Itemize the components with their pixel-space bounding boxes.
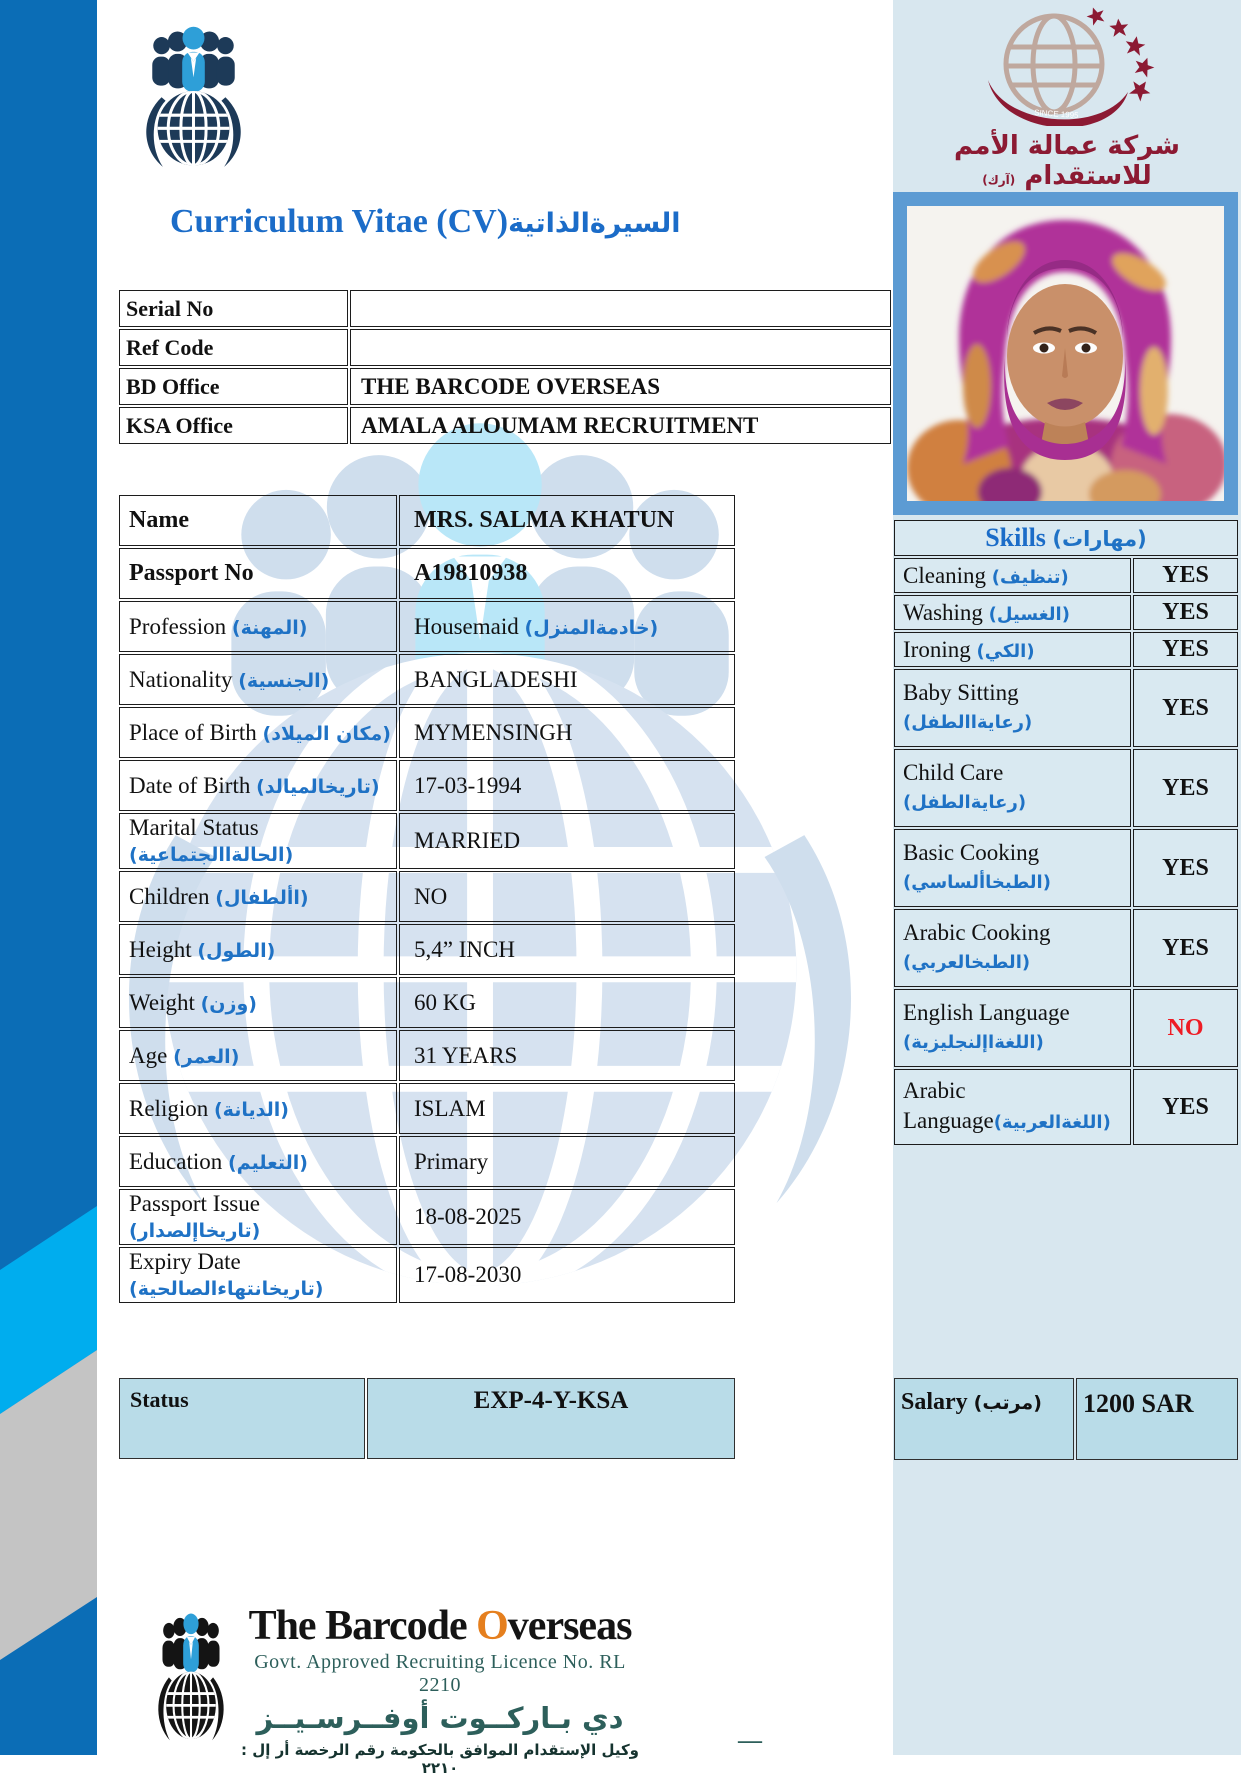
table-row bbox=[894, 1378, 1238, 1460]
skill-label bbox=[894, 1069, 1131, 1145]
label-arabic: (وزن) bbox=[200, 992, 257, 1015]
table-row bbox=[119, 707, 735, 758]
row-value: THE BARCODE OVERSEAS bbox=[350, 368, 891, 405]
value-text: 17-03-1994 bbox=[414, 772, 522, 798]
row-value: AMALA ALOUMAM RECRUITMENT bbox=[350, 407, 891, 444]
row-label bbox=[119, 601, 397, 652]
footer-arabic-agent-text: وكيل الإستقدام الموافق بالحكومة رقم الرخصة أر إل : ٢٢١٠ bbox=[241, 1741, 639, 1777]
label-arabic: (األطفال) bbox=[215, 886, 309, 909]
label-english: Education bbox=[129, 1148, 228, 1174]
label-english: Marital Status bbox=[129, 815, 259, 840]
salary-label-english: Salary bbox=[901, 1389, 968, 1415]
skill-label bbox=[894, 989, 1131, 1067]
skill-value bbox=[1133, 909, 1238, 987]
table-row bbox=[894, 558, 1238, 593]
value-text: NO bbox=[414, 883, 448, 909]
skill-value bbox=[1133, 989, 1238, 1067]
footer-brand-block bbox=[240, 1603, 640, 1777]
row-label: Ref Code bbox=[119, 329, 348, 366]
label-arabic: (الحالةاالجتماعية) bbox=[129, 844, 294, 866]
value-text: MARRIED bbox=[414, 828, 521, 853]
salary-label bbox=[894, 1378, 1074, 1460]
label-english: Date of Birth bbox=[129, 772, 257, 798]
skill-value bbox=[1133, 558, 1238, 593]
row-value bbox=[399, 707, 735, 758]
label-english: Age bbox=[129, 1042, 174, 1068]
row-value bbox=[350, 290, 891, 327]
value-arabic: (خادمةالمنزل) bbox=[524, 616, 659, 639]
table-row bbox=[119, 760, 735, 811]
skill-label-arabic: (رعايةالطفل) bbox=[903, 792, 1027, 813]
footer-people-globe-logo-icon bbox=[145, 1612, 237, 1744]
skill-value bbox=[1133, 1069, 1238, 1145]
row-label: BD Office bbox=[119, 368, 348, 405]
table-row bbox=[119, 654, 735, 705]
row-value bbox=[399, 1083, 735, 1134]
table-row bbox=[894, 632, 1238, 667]
row-value bbox=[399, 871, 735, 922]
label-english: Height bbox=[129, 936, 198, 962]
value-text: Primary bbox=[414, 1148, 489, 1174]
skill-label-arabic: (الطبخاألساسي) bbox=[903, 872, 1051, 893]
status-value: EXP-4-Y-KSA bbox=[367, 1378, 735, 1459]
skill-value-text: YES bbox=[1162, 1093, 1209, 1120]
row-value bbox=[399, 924, 735, 975]
footer-licence-text: Govt. Approved Recruiting Licence No. RL 2210 bbox=[254, 1651, 626, 1696]
value-text: 31 YEARS bbox=[414, 1042, 518, 1068]
skills-table bbox=[892, 518, 1240, 1147]
skill-label-english: Arabic bbox=[903, 1078, 966, 1103]
value-text: A19810938 bbox=[414, 560, 528, 586]
table-row bbox=[119, 548, 735, 599]
skills-header-row bbox=[894, 520, 1238, 556]
company-people-globe-logo-icon bbox=[127, 25, 260, 171]
label-english: Name bbox=[129, 507, 189, 533]
row-value bbox=[350, 329, 891, 366]
serial-table bbox=[117, 288, 893, 446]
skill-label-arabic: (الكي) bbox=[976, 640, 1035, 662]
row-label bbox=[119, 1189, 397, 1245]
row-value bbox=[399, 813, 735, 869]
table-row bbox=[894, 909, 1238, 987]
skills-title-arabic: (مهارات) bbox=[1052, 527, 1147, 551]
personal-details-table bbox=[117, 493, 737, 1305]
page-dash-mark: — bbox=[738, 1728, 762, 1754]
skill-label bbox=[894, 669, 1131, 747]
page-title bbox=[170, 203, 680, 241]
row-value bbox=[399, 495, 735, 546]
row-value bbox=[399, 601, 735, 652]
row-value bbox=[399, 1189, 735, 1245]
skill-label-arabic: (رعايةاالطفل) bbox=[903, 712, 1033, 733]
left-ribbon bbox=[0, 0, 97, 1755]
label-english: Profession bbox=[129, 613, 232, 639]
row-value bbox=[399, 654, 735, 705]
row-value bbox=[399, 760, 735, 811]
value-text: ISLAM bbox=[414, 1095, 486, 1121]
skill-label bbox=[894, 909, 1131, 987]
value-text: MYMENSINGH bbox=[414, 719, 573, 745]
skill-value-text: YES bbox=[1162, 854, 1209, 881]
skill-value bbox=[1133, 749, 1238, 827]
aarc-logo-block bbox=[893, 0, 1241, 212]
skill-label-english: Arabic Cooking bbox=[903, 920, 1051, 945]
skill-label-line2 bbox=[903, 1106, 1129, 1138]
salary-table bbox=[892, 1376, 1240, 1462]
skill-label bbox=[894, 632, 1131, 667]
skill-value-text: NO bbox=[1167, 1014, 1204, 1041]
table-row bbox=[119, 407, 891, 444]
skill-label-english: Language bbox=[903, 1108, 994, 1133]
skills-title-english: Skills bbox=[985, 523, 1046, 552]
table-row bbox=[119, 1083, 735, 1134]
skill-value bbox=[1133, 829, 1238, 907]
aarc-since-text: SINCE 1995 bbox=[1033, 108, 1079, 121]
skill-value-text: YES bbox=[1162, 636, 1209, 662]
row-label bbox=[119, 1136, 397, 1187]
salary-value: 1200 SAR bbox=[1076, 1378, 1238, 1460]
skill-value bbox=[1133, 669, 1238, 747]
skill-value-text: YES bbox=[1162, 599, 1209, 625]
page-title-english: Curriculum Vitae (CV) bbox=[170, 203, 509, 240]
label-arabic: (تاريخانتهاءالصالحية) bbox=[129, 1278, 324, 1300]
table-row bbox=[119, 977, 735, 1028]
table-row bbox=[119, 1030, 735, 1081]
table-row bbox=[894, 669, 1238, 747]
label-english: Weight bbox=[129, 989, 201, 1015]
skill-label-arabic: (تنظيف) bbox=[991, 566, 1069, 588]
skills-header bbox=[894, 520, 1238, 556]
row-label bbox=[119, 813, 397, 869]
row-label bbox=[119, 707, 397, 758]
table-row bbox=[894, 749, 1238, 827]
label-arabic: (الطول) bbox=[197, 939, 276, 962]
skill-label-english: Child Care bbox=[903, 760, 1004, 785]
table-row bbox=[119, 601, 735, 652]
table-row bbox=[119, 495, 735, 546]
label-arabic: (الديانة) bbox=[213, 1098, 289, 1121]
applicant-portrait-icon bbox=[907, 206, 1224, 501]
label-arabic: (التعليم) bbox=[228, 1151, 308, 1174]
row-value bbox=[399, 1247, 735, 1303]
skill-label-english: Ironing bbox=[903, 636, 977, 662]
skill-value bbox=[1133, 632, 1238, 667]
skill-label bbox=[894, 749, 1131, 827]
table-row bbox=[894, 829, 1238, 907]
brand-orange-o: O bbox=[476, 1603, 508, 1649]
status-label: Status bbox=[119, 1378, 365, 1459]
value-text: 5,4” INCH bbox=[414, 936, 515, 962]
row-label bbox=[119, 1030, 397, 1081]
status-table bbox=[117, 1376, 737, 1461]
skill-label-english: Washing bbox=[903, 599, 989, 625]
table-row bbox=[119, 813, 735, 869]
row-value bbox=[399, 1030, 735, 1081]
skill-label-english: Basic Cooking bbox=[903, 840, 1040, 865]
label-english: Place of Birth bbox=[129, 719, 263, 745]
table-row bbox=[119, 871, 735, 922]
row-label: Serial No bbox=[119, 290, 348, 327]
table-row bbox=[894, 989, 1238, 1067]
label-arabic: (الجنسية) bbox=[238, 669, 330, 692]
salary-label-arabic: (مرتب) bbox=[973, 1392, 1042, 1414]
row-label bbox=[119, 548, 397, 599]
value-text: 60 KG bbox=[414, 989, 476, 1015]
row-label bbox=[119, 977, 397, 1028]
value-text: MRS. SALMA KHATUN bbox=[414, 507, 675, 533]
label-arabic: (تاريخالميالد) bbox=[256, 775, 380, 798]
table-row bbox=[119, 1378, 735, 1459]
label-english: Nationality bbox=[129, 666, 239, 692]
skill-label bbox=[894, 558, 1131, 593]
row-value bbox=[399, 977, 735, 1028]
skill-label-arabic: (الغسيل) bbox=[988, 603, 1070, 625]
skill-value-text: YES bbox=[1162, 562, 1209, 588]
row-label bbox=[119, 924, 397, 975]
row-label bbox=[119, 1247, 397, 1303]
skill-value-text: YES bbox=[1162, 694, 1209, 721]
value-text: 18-08-2025 bbox=[414, 1204, 522, 1229]
value-text: 17-08-2030 bbox=[414, 1262, 522, 1287]
left-ribbon-gray-stripe bbox=[0, 0, 97, 1755]
table-row bbox=[119, 368, 891, 405]
row-label bbox=[119, 654, 397, 705]
skill-label-arabic: (اللغةاإلنجليزية) bbox=[903, 1032, 1044, 1053]
skill-label-english: English Language bbox=[903, 1000, 1070, 1025]
aarc-globe-stars-icon bbox=[972, 4, 1162, 126]
row-value bbox=[399, 548, 735, 599]
table-row bbox=[119, 329, 891, 366]
table-row bbox=[894, 1069, 1238, 1145]
footer-brand-name: The Barcode Overseas bbox=[248, 1603, 632, 1649]
skill-value-text: YES bbox=[1162, 774, 1209, 801]
label-english: Passport No bbox=[129, 560, 254, 586]
skill-label-english: Cleaning bbox=[903, 562, 992, 588]
row-label: KSA Office bbox=[119, 407, 348, 444]
skill-label bbox=[894, 595, 1131, 630]
skill-label bbox=[894, 829, 1131, 907]
label-english: Passport Issue bbox=[129, 1191, 260, 1216]
label-arabic: (تاريخاإلصدار) bbox=[129, 1220, 261, 1242]
skill-label-arabic: (الطبخالعربي) bbox=[903, 952, 1031, 973]
label-arabic: (المهنة) bbox=[231, 616, 308, 639]
label-arabic: (العمر) bbox=[173, 1045, 240, 1068]
label-english: Expiry Date bbox=[129, 1249, 241, 1274]
aarc-company-name-arabic: شركة عمالة الأمم للاستقدام (آرك) bbox=[954, 131, 1180, 191]
skill-label-arabic: (اللغةالعربية) bbox=[993, 1112, 1111, 1133]
skill-value-text: YES bbox=[1162, 934, 1209, 961]
row-label bbox=[119, 871, 397, 922]
label-english: Children bbox=[129, 883, 216, 909]
table-row bbox=[119, 924, 735, 975]
table-row bbox=[119, 1247, 735, 1303]
footer-arabic-name: دي بـاركــوت أوفــرسـيــز bbox=[256, 1701, 624, 1735]
value-text: Housemaid bbox=[414, 613, 525, 639]
table-row bbox=[119, 290, 891, 327]
row-value bbox=[399, 1136, 735, 1187]
skill-label-english: Baby Sitting bbox=[903, 680, 1019, 705]
table-row bbox=[894, 595, 1238, 630]
row-label bbox=[119, 495, 397, 546]
applicant-photo bbox=[893, 192, 1238, 515]
page-title-arabic: السيرةالذاتية bbox=[508, 208, 681, 239]
label-arabic: (مكان الميلاد) bbox=[262, 722, 391, 745]
row-label bbox=[119, 1083, 397, 1134]
value-text: BANGLADESHI bbox=[414, 666, 578, 692]
row-label bbox=[119, 760, 397, 811]
table-row bbox=[119, 1189, 735, 1245]
label-english: Religion bbox=[129, 1095, 214, 1121]
skill-value bbox=[1133, 595, 1238, 630]
table-row bbox=[119, 1136, 735, 1187]
